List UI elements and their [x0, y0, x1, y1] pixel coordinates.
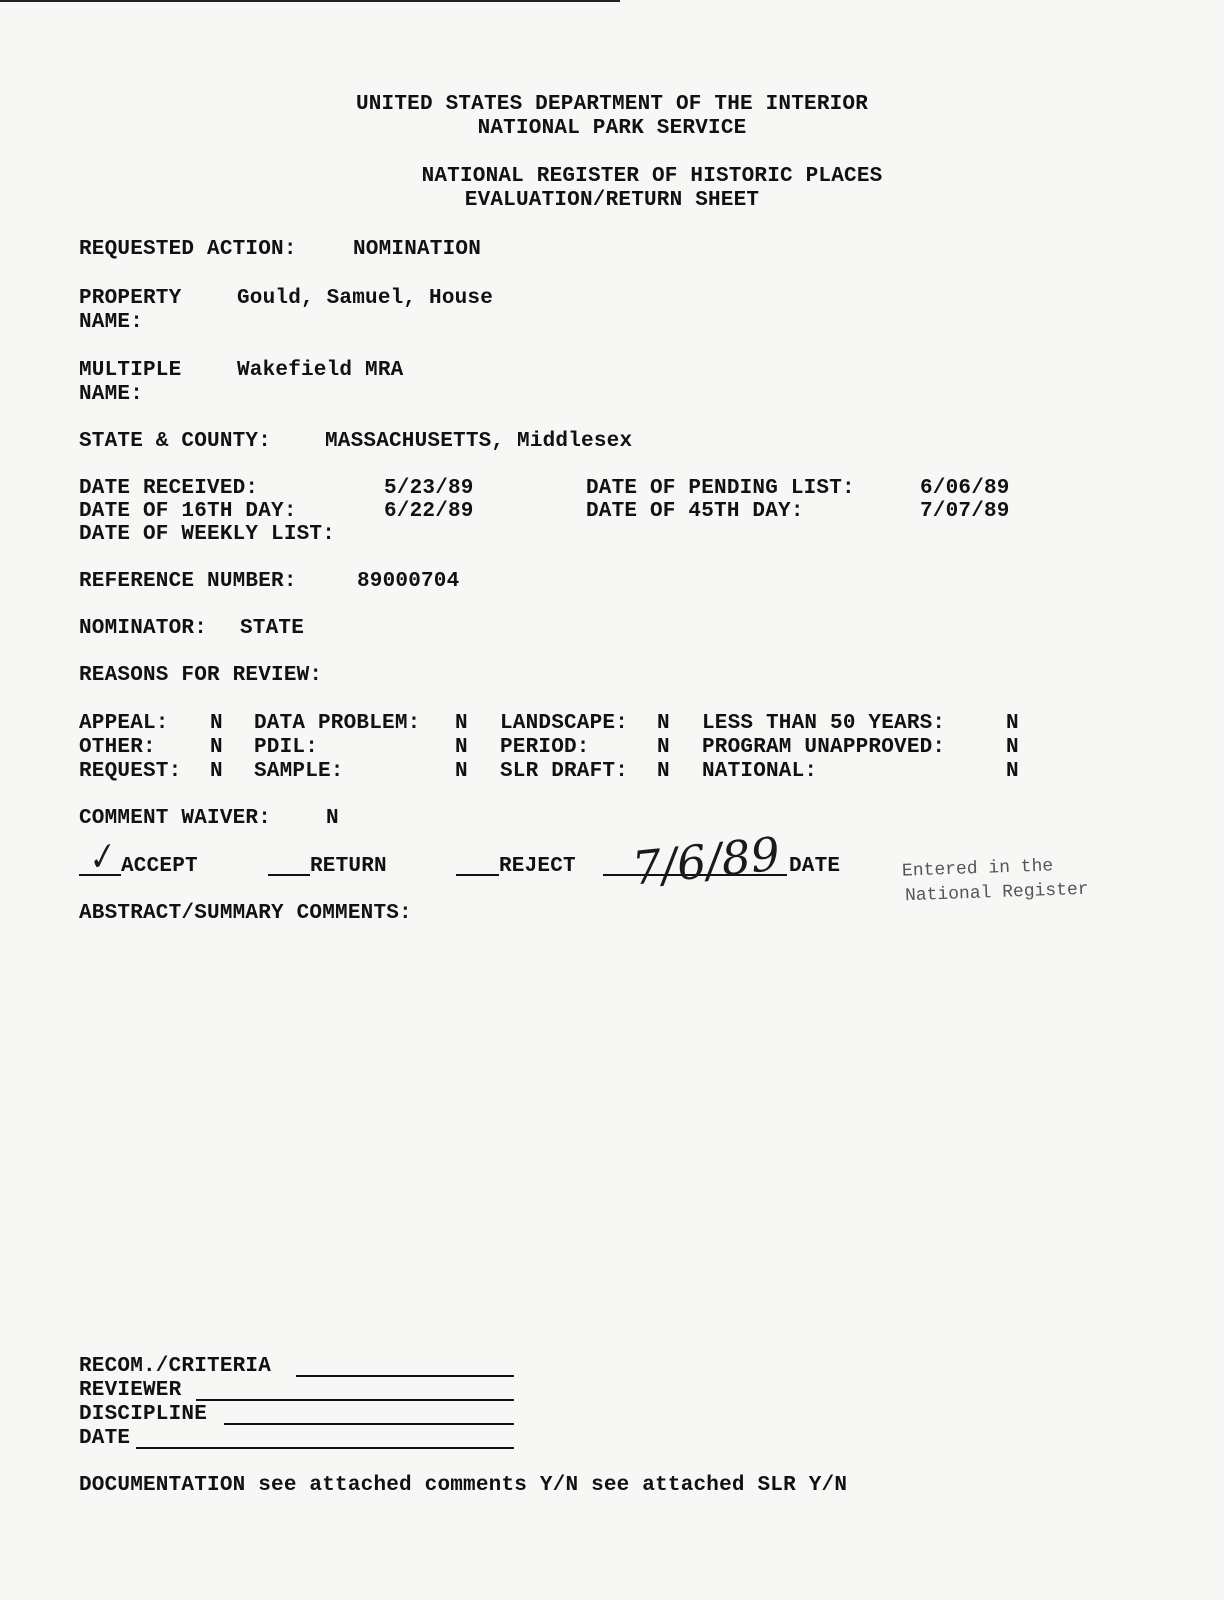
- reviewer-label: REVIEWER: [79, 1379, 182, 1402]
- header-agency: NATIONAL PARK SERVICE: [477, 117, 747, 140]
- accept-label: ACCEPT: [121, 855, 198, 878]
- recom-criteria-line[interactable]: [296, 1375, 514, 1377]
- reason-national-value: N: [1006, 760, 1019, 783]
- reason-landscape-value: N: [657, 712, 670, 735]
- reason-landscape-label: LANDSCAPE:: [500, 712, 629, 735]
- date-16th-label: DATE OF 16TH DAY:: [79, 500, 297, 523]
- reason-appeal-label: APPEAL:: [79, 712, 169, 735]
- header-department: UNITED STATES DEPARTMENT OF THE INTERIOR: [355, 93, 869, 116]
- reference-value: 89000704: [357, 570, 460, 593]
- entered-stamp-line1: Entered in the: [901, 856, 1054, 882]
- entered-stamp-line2: National Register: [904, 879, 1089, 907]
- comment-waiver-value: N: [326, 807, 339, 830]
- reason-data-problem-label: DATA PROBLEM:: [254, 712, 421, 735]
- return-label: RETURN: [310, 855, 387, 878]
- multiple-label: MULTIPLE: [79, 359, 182, 382]
- date-pending-label: DATE OF PENDING LIST:: [586, 477, 855, 500]
- reviewer-line[interactable]: [196, 1399, 514, 1401]
- discipline-label: DISCIPLINE: [79, 1403, 208, 1426]
- reject-label: REJECT: [499, 855, 576, 878]
- top-edge-rule: [0, 0, 620, 2]
- date-16th-value: 6/22/89: [384, 500, 474, 523]
- reason-program-unapproved-label: PROGRAM UNAPPROVED:: [702, 736, 946, 759]
- abstract-label: ABSTRACT/SUMMARY COMMENTS:: [79, 902, 412, 925]
- reason-less-than-50-label: LESS THAN 50 YEARS:: [702, 712, 946, 735]
- handwritten-date: 7/6/89: [629, 826, 783, 896]
- multiple-value: Wakefield MRA: [237, 359, 404, 382]
- property-name-label: NAME:: [79, 311, 144, 334]
- reason-appeal-value: N: [210, 712, 223, 735]
- nominator-value: STATE: [240, 617, 305, 640]
- nominator-label: NOMINATOR:: [79, 617, 208, 640]
- state-county-value: MASSACHUSETTS, Middlesex: [325, 430, 633, 453]
- recom-criteria-label: RECOM./CRITERIA: [79, 1355, 272, 1378]
- reasons-label: REASONS FOR REVIEW:: [79, 664, 323, 687]
- date-45th-value: 7/07/89: [920, 500, 1010, 523]
- date-45th-label: DATE OF 45TH DAY:: [586, 500, 804, 523]
- reason-data-problem-value: N: [455, 712, 468, 735]
- reason-request-label: REQUEST:: [79, 760, 182, 783]
- header-register: NATIONAL REGISTER OF HISTORIC PLACES: [421, 165, 883, 188]
- discipline-line[interactable]: [224, 1423, 514, 1425]
- reason-sample-value: N: [455, 760, 468, 783]
- check-mark-icon: ✓: [80, 834, 120, 882]
- decision-date-label: DATE: [789, 855, 841, 878]
- reason-slr-draft-value: N: [657, 760, 670, 783]
- reason-less-than-50-value: N: [1006, 712, 1019, 735]
- state-county-label: STATE & COUNTY:: [79, 430, 272, 453]
- reason-other-label: OTHER:: [79, 736, 156, 759]
- reason-other-value: N: [210, 736, 223, 759]
- reason-national-label: NATIONAL:: [702, 760, 818, 783]
- date-pending-value: 6/06/89: [920, 477, 1010, 500]
- reason-pdil-label: PDIL:: [254, 736, 319, 759]
- signoff-date-line[interactable]: [136, 1447, 514, 1449]
- reject-checkbox-line[interactable]: [456, 874, 499, 876]
- comment-waiver-label: COMMENT WAIVER:: [79, 807, 272, 830]
- reason-program-unapproved-value: N: [1006, 736, 1019, 759]
- reason-sample-label: SAMPLE:: [254, 760, 344, 783]
- reference-label: REFERENCE NUMBER:: [79, 570, 297, 593]
- signoff-date-label: DATE: [79, 1427, 131, 1450]
- reason-request-value: N: [210, 760, 223, 783]
- property-label: PROPERTY: [79, 287, 182, 310]
- property-value: Gould, Samuel, House: [237, 287, 494, 310]
- reason-pdil-value: N: [455, 736, 468, 759]
- documentation-line: DOCUMENTATION see attached comments Y/N see attached SLR Y/N: [79, 1474, 848, 1497]
- multiple-name-label: NAME:: [79, 383, 144, 406]
- header-sheet-title: EVALUATION/RETURN SHEET: [464, 189, 760, 212]
- return-checkbox-line[interactable]: [268, 874, 310, 876]
- date-received-value: 5/23/89: [384, 477, 474, 500]
- reason-period-value: N: [657, 736, 670, 759]
- reason-slr-draft-label: SLR DRAFT:: [500, 760, 629, 783]
- date-received-label: DATE RECEIVED:: [79, 477, 259, 500]
- requested-action-value: NOMINATION: [353, 238, 482, 261]
- reason-period-label: PERIOD:: [500, 736, 590, 759]
- requested-action-label: REQUESTED ACTION:: [79, 238, 297, 261]
- date-weekly-label: DATE OF WEEKLY LIST:: [79, 523, 336, 546]
